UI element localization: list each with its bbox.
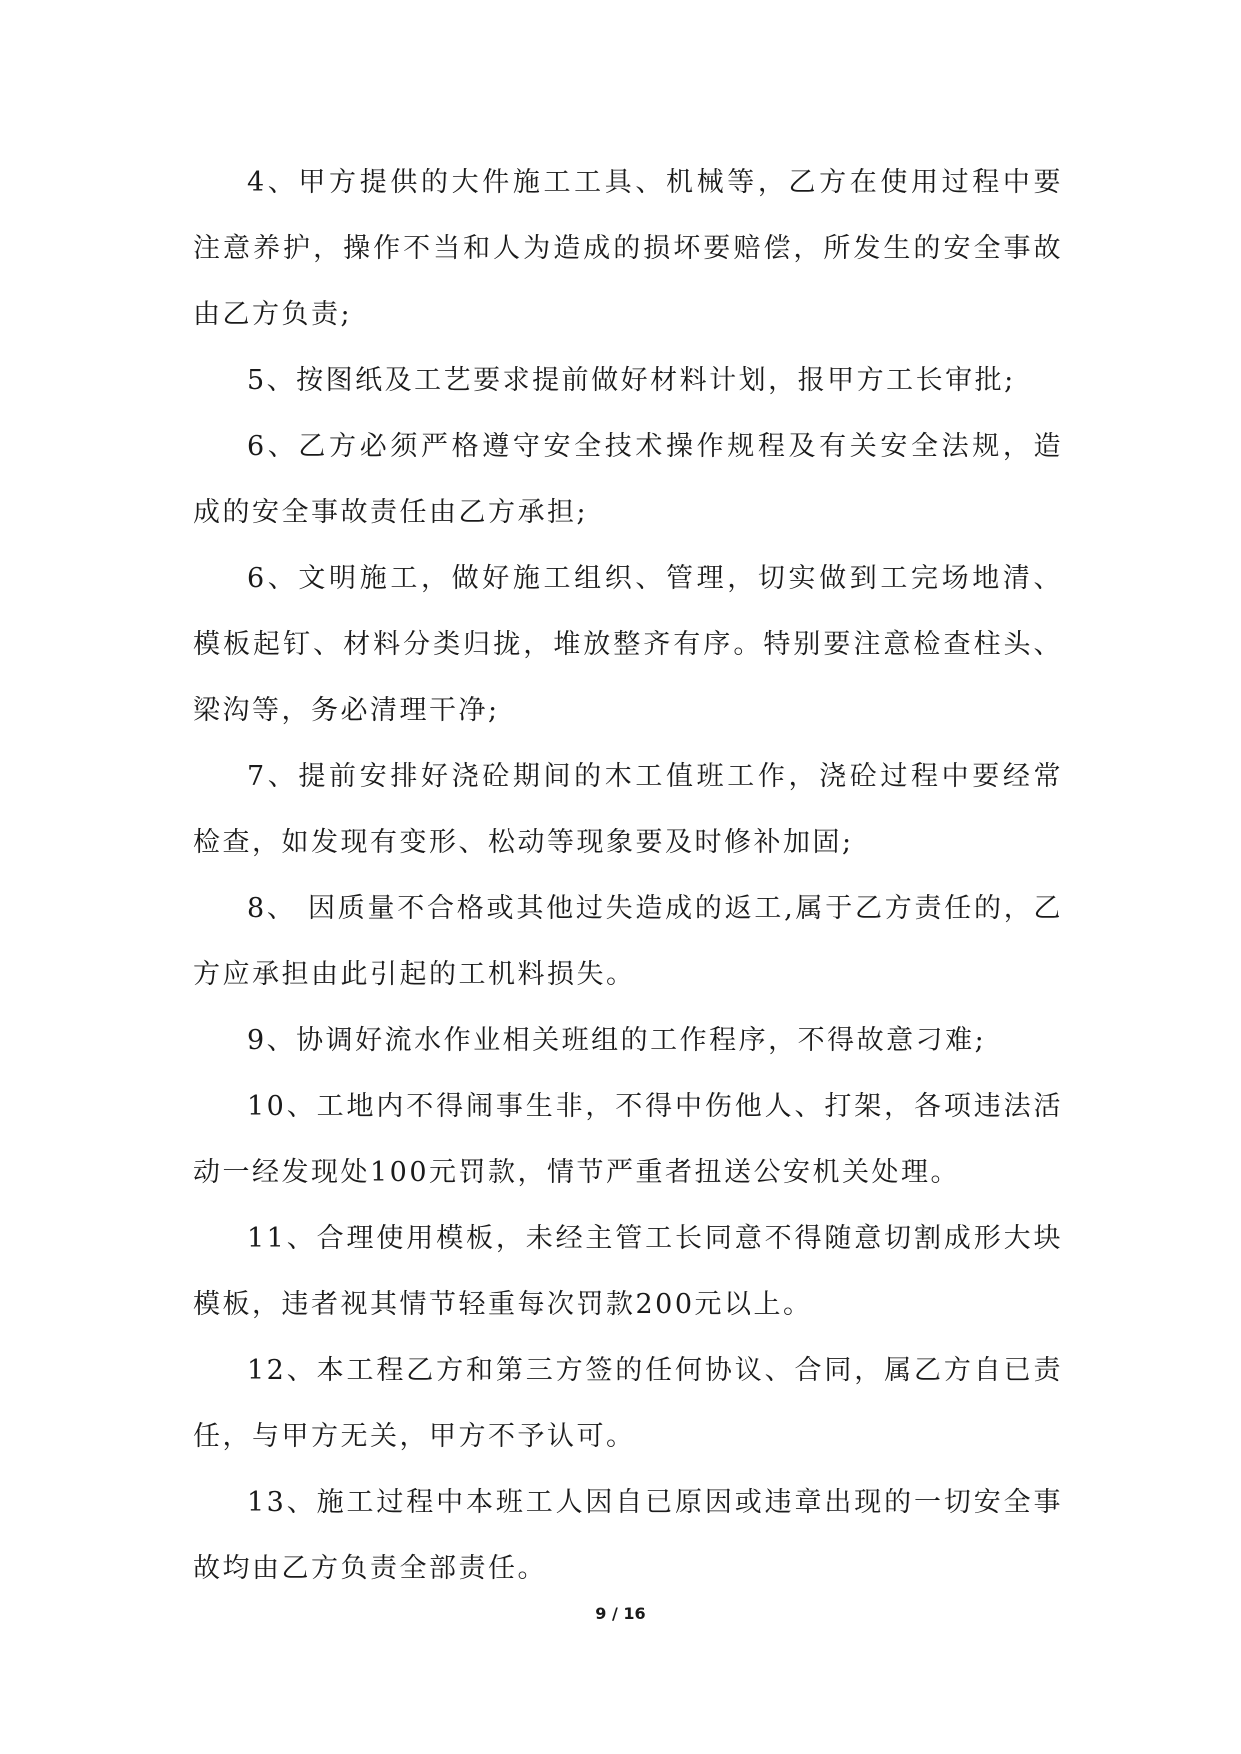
document-body xyxy=(193,150,1063,1602)
clause-11: 11、合理使用模板，未经主管工长同意不得随意切割成形大块模板，违者视其情节轻重每次罚款200元以上。 xyxy=(193,1223,1063,1320)
clause-6-civilized-construction: 6、文明施工，做好施工组织、管理，切实做到工完场地清、模板起钉、材料分类归拢，堆放整齐有序。特别要注意检查柱头、梁沟等，务必清理干净; xyxy=(193,563,1063,726)
clause-8: 8、 因质量不合格或其他过失造成的返工,属于乙方责任的，乙方应承担由此引起的工机料损失。 xyxy=(193,893,1063,990)
clause-5: 5、按图纸及工艺要求提前做好材料计划，报甲方工长审批; xyxy=(247,365,1016,396)
clause-10: 10、工地内不得闹事生非，不得中伤他人、打架，各项违法活动一经发现处100元罚款，情节严重者扭送公安机关处理。 xyxy=(193,1091,1063,1188)
clause-7: 7、提前安排好浇砼期间的木工值班工作，浇砼过程中要经常检查，如发现有变形、松动等现象要及时修补加固; xyxy=(193,761,1063,858)
clause-4: 4、甲方提供的大件施工工具、机械等，乙方在使用过程中要注意养护，操作不当和人为造成的损坏要赔偿，所发生的安全事故由乙方负责; xyxy=(193,167,1063,330)
clause-13: 13、施工过程中本班工人因自已原因或违章出现的一切安全事故均由乙方负责全部责任。 xyxy=(193,1487,1063,1584)
clause-12: 12、本工程乙方和第三方签的任何协议、合同，属乙方自已责任，与甲方无关，甲方不予认可。 xyxy=(193,1355,1063,1452)
clause-6-safety: 6、乙方必须严格遵守安全技术操作规程及有关安全法规，造成的安全事故责任由乙方承担; xyxy=(193,431,1063,528)
clause-9: 9、协调好流水作业相关班组的工作程序，不得故意刁难; xyxy=(247,1025,987,1056)
page-number: 9 / 16 xyxy=(595,1604,646,1623)
